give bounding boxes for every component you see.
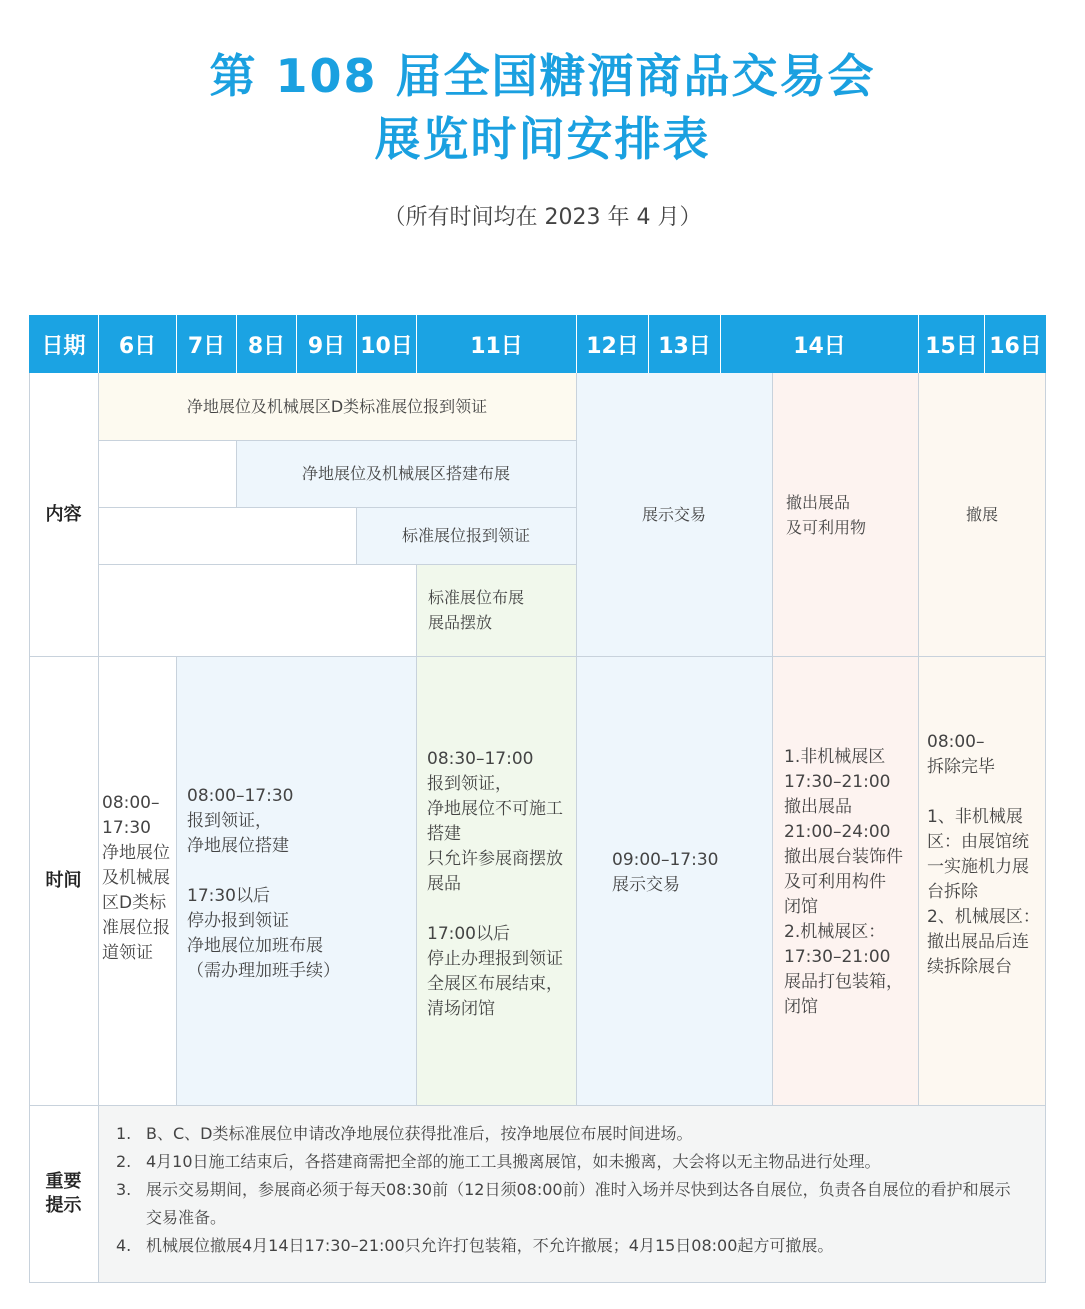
header-day-10: 10日	[356, 315, 416, 373]
subtitle: （所有时间均在 2023 年 4 月）	[383, 205, 702, 230]
time-days-15-16: 08:00– 拆除完毕 1、非机械展 区：由展馆统 一实施机力展 台拆除 2、机械展区： 撤出展品后连 续拆除展台	[918, 656, 1046, 1105]
content-teardown: 撤展	[918, 373, 1046, 656]
header-day-14: 14日	[720, 315, 918, 373]
grid-line	[416, 564, 417, 1105]
header-day-7: 7日	[176, 315, 236, 373]
grid-line	[236, 440, 237, 507]
grid-line	[918, 373, 919, 1105]
grid-line	[29, 1282, 1046, 1283]
time-day-6: 08:00– 17:30 净地展位 及机械展 区D类标 准展位报 道领证	[98, 656, 176, 1105]
content-row-label: 内容	[45, 503, 82, 525]
content-standard-setup: 标准展位布展 展品摆放	[416, 564, 576, 656]
time-days-7-10: 08:00–17:30 报到领证， 净地展位搭建 17:30以后 停办报到领证 净地展位加班布展 （需办理加班手续）	[176, 656, 416, 1105]
header-day-9: 9日	[296, 315, 356, 373]
grid-line	[576, 373, 577, 1105]
grid-line	[98, 507, 576, 508]
grid-line	[29, 373, 30, 1283]
header-day-6: 6日	[98, 315, 176, 373]
header-day-8: 8日	[236, 315, 296, 373]
content-standard-checkin: 标准展位报到领证	[356, 507, 576, 564]
grid-line	[29, 656, 1046, 657]
note-item: 4. 机械展位撤展4月14日17:30–21:00只允许打包装箱，不允许撤展；4月15日08:00起方可撤展。	[116, 1236, 834, 1255]
notes-row-label: 重要 提示	[45, 1171, 82, 1216]
notes-box	[98, 1105, 1046, 1283]
header-day-16: 16日	[984, 315, 1046, 373]
time-days-12-13: 09:00–17:30 展示交易	[576, 656, 772, 1105]
header-day-12: 12日	[576, 315, 648, 373]
grid-line	[356, 507, 357, 564]
note-item: 2. 4月10日施工结束后，各搭建商需把全部的施工工具搬离展馆，如未搬离，大会将以无主物品进行处理。	[116, 1152, 881, 1171]
content-exhibition: 展示交易	[576, 373, 772, 656]
grid-line	[98, 440, 576, 441]
time-day-11: 08:30–17:00 报到领证， 净地展位不可施工 搭建 只允许参展商摆放 展品 17:00以后 停止办理报到领证 全展区布展结束， 清场闭馆	[416, 656, 576, 1105]
content-checkin-net-space: 净地展位及机械展区D类标准展位报到领证	[98, 373, 576, 440]
content-withdraw-items: 撤出展品 及可利用物	[772, 373, 918, 656]
grid-line	[98, 373, 99, 1283]
note-item: 3. 展示交易期间，参展商必须于每天08:30前（12日须08:00前）准时入场并尽快到达各自展位，负责各自展位的看护和展示交易准备。	[116, 1180, 1011, 1227]
grid-line	[772, 373, 773, 1105]
header-day-13: 13日	[648, 315, 720, 373]
time-row-label: 时间	[45, 869, 82, 891]
title-line-1: 第 108 届全国糖酒商品交易会	[209, 49, 876, 103]
grid-line	[98, 564, 576, 565]
title-line-2: 展览时间安排表	[374, 112, 711, 166]
grid-line	[176, 656, 177, 1105]
header-day-15: 15日	[918, 315, 984, 373]
note-item: 1. B、C、D类标准展位申请改净地展位获得批准后，按净地展位布展时间进场。	[116, 1124, 693, 1143]
grid-line	[1045, 373, 1046, 1283]
content-net-space-build: 净地展位及机械展区搭建布展	[236, 440, 576, 507]
time-day-14: 1.非机械展区 17:30–21:00 撤出展品 21:00–24:00 撤出展台装饰件 及可利用构件 闭馆 2.机械展区： 17:30–21:00 展品打包装箱， 闭馆	[772, 656, 918, 1105]
header-day-11: 11日	[416, 315, 576, 373]
grid-line	[29, 1105, 1046, 1106]
header-date-label: 日期	[29, 315, 98, 373]
